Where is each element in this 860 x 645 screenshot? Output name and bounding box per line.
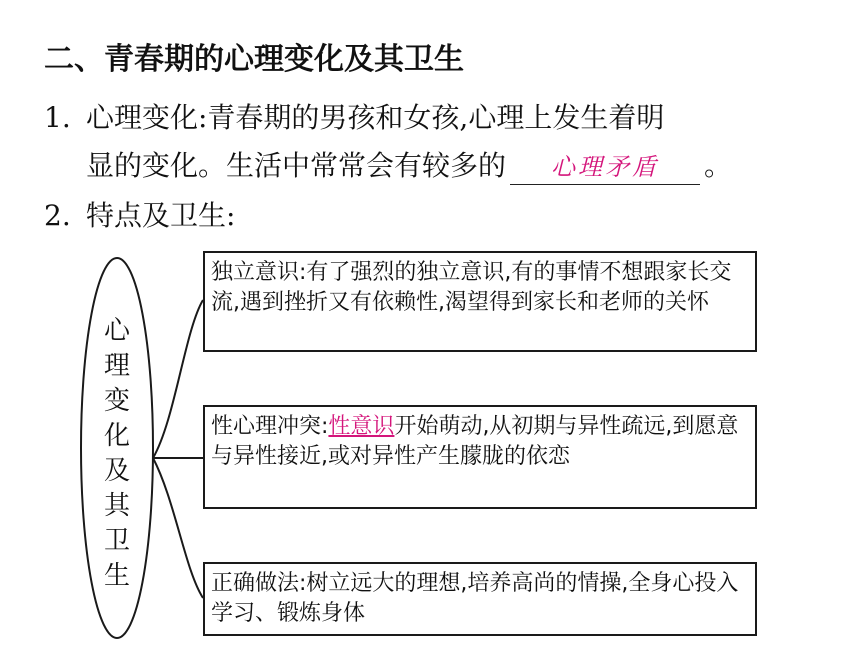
item-1-line-2: [86, 146, 732, 186]
box-sexual-psychology-conflict: [203, 405, 757, 509]
fill-in-blank: [510, 149, 700, 185]
item-1-line-1: [44, 98, 664, 138]
item-2-number: 2.: [44, 199, 71, 232]
connector-bottom: [153, 458, 203, 598]
item-1-text-b: 显的变化。生活中常常会有较多的: [86, 149, 507, 182]
section-heading: 二、青春期的心理变化及其卫生: [44, 42, 464, 77]
item-2-text: 特点及卫生:: [86, 199, 236, 232]
box-2-suffix: 开始萌动,从初期与异性疏远,到愿意与异性接近,或对异性产生朦胧的依恋: [211, 414, 739, 469]
box-independence-text: 独立意识:有了强烈的独立意识,有的事情不想跟家长交流,遇到挫折又有依赖性,渴望得到家长和老师的关怀: [211, 260, 732, 315]
connector-top: [153, 300, 203, 458]
blank-answer: 心理矛盾: [551, 153, 660, 181]
item-1-number: 1.: [44, 101, 71, 134]
item-2-line: [44, 196, 235, 236]
box-2-highlight-answer: 性意识: [328, 414, 395, 439]
box-correct-approach: [203, 562, 757, 636]
item-1-text-a: 心理变化:青春期的男孩和女孩,心理上发生着明: [86, 101, 665, 134]
center-label: 心理变化及其卫生: [103, 316, 130, 591]
box-independence: [203, 251, 757, 352]
box-2-prefix: 性心理冲突:: [211, 414, 329, 439]
item-1-text-end: 。: [704, 149, 733, 182]
box-correct-approach-text: 正确做法:树立远大的理想,培养高尚的情操,全身心投入学习、锻炼身体: [211, 571, 739, 626]
